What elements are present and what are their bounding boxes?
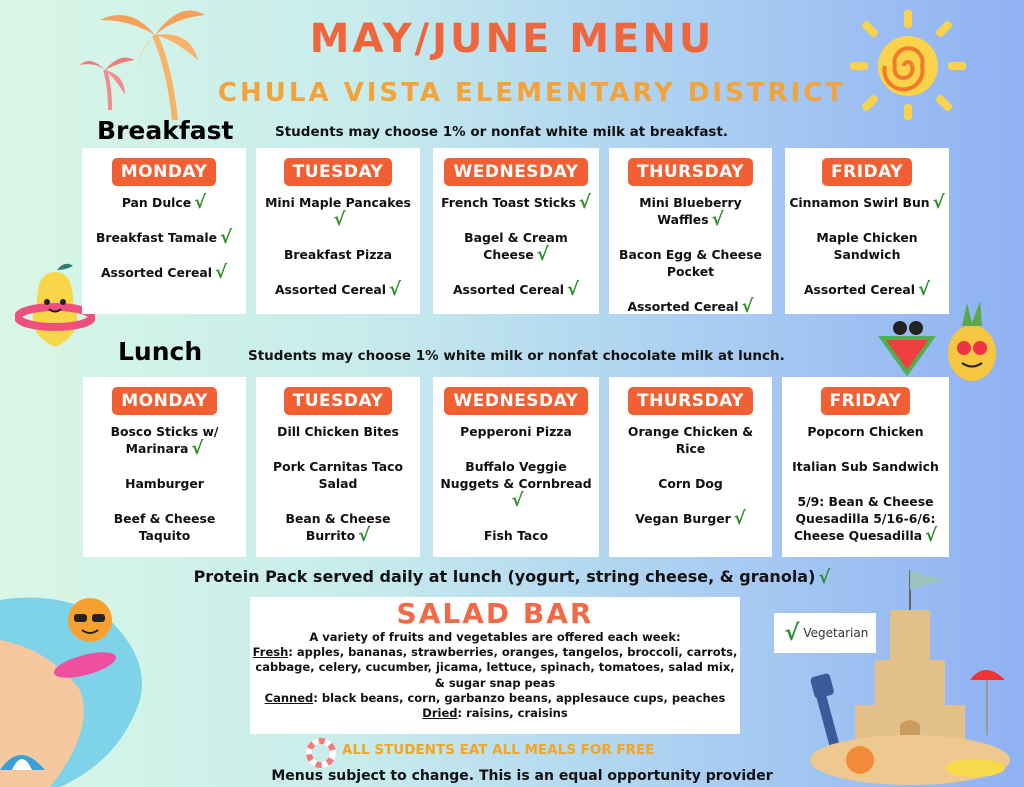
menu-item: Bean & Cheese Burrito √ xyxy=(285,511,391,546)
menu-item: Beef & Cheese Taquito xyxy=(113,511,216,543)
page-subtitle: CHULA VISTA ELEMENTARY DISTRICT xyxy=(217,78,847,108)
menu-item: Pepperoni Pizza xyxy=(460,424,572,439)
salad-bar-box xyxy=(250,597,740,734)
day-badge: FRIDAY xyxy=(822,158,912,186)
menu-item: Bagel & Cream Cheese √ xyxy=(464,230,568,265)
menu-items xyxy=(256,194,420,298)
vegetarian-check-icon: √ xyxy=(733,508,746,529)
page-title: MAY/JUNE MENU xyxy=(309,16,715,62)
life-ring-icon xyxy=(304,738,338,768)
vegetarian-legend xyxy=(774,613,876,653)
menu-items xyxy=(782,423,949,544)
vegetarian-check-icon: √ xyxy=(511,490,524,511)
menu-items xyxy=(256,423,420,544)
menu-item: Breakfast Pizza xyxy=(283,247,393,262)
day-badge: TUESDAY xyxy=(284,387,393,415)
menu-item: Orange Chicken & Rice xyxy=(627,424,754,456)
vegetarian-check-icon: √ xyxy=(711,209,724,230)
breakfast-heading: Breakfast xyxy=(97,116,234,145)
menu-item: Mini Maple Pancakes√ xyxy=(265,195,411,230)
day-badge: WEDNESDAY xyxy=(444,387,587,415)
vegetarian-check-icon: √ xyxy=(191,438,204,459)
salad-intro: A variety of fruits and vegetables are offered each week: xyxy=(309,630,681,644)
breakfast-card-wednesday xyxy=(433,148,599,314)
menu-item: Cinnamon Swirl Bun √ xyxy=(789,192,945,213)
salad-canned: Canned: black beans, corn, garbanzo beans, applesauce cups, peaches xyxy=(264,690,726,705)
salad-fresh: Fresh: apples, bananas, strawberries, oranges, tangelos, broccoli, carrots, cabbage, celery, cucumber, jicama, lettuce, spinach, tomatoes, salad mix, & sugar snap peas xyxy=(252,645,738,690)
menu-item: Corn Dog xyxy=(658,476,723,491)
vegetarian-check-icon: √ xyxy=(333,209,346,230)
menu-items xyxy=(83,423,246,544)
menu-item: Assorted Cereal √ xyxy=(627,296,754,317)
legend-label: Vegetarian xyxy=(803,626,869,640)
menu-items xyxy=(433,194,599,298)
vegetarian-check-icon: √ xyxy=(932,192,945,213)
menu-items xyxy=(433,423,599,544)
breakfast-card-tuesday xyxy=(256,148,420,314)
menu-item: Pan Dulce √ xyxy=(121,192,207,213)
menu-item: Mini Blueberry Waffles √ xyxy=(639,195,742,230)
sandcastle-icon xyxy=(800,560,1024,787)
breakfast-card-thursday xyxy=(609,148,772,317)
vegetarian-check-icon: √ xyxy=(389,279,402,300)
menu-item: French Toast Sticks √ xyxy=(441,192,591,213)
vegetarian-check-icon: √ xyxy=(567,279,580,300)
menu-item: Popcorn Chicken xyxy=(807,424,924,439)
menu-item: 5/9: Bean & Cheese Quesadilla 5/16-6/6: Cheese Quesadilla √ xyxy=(793,494,938,546)
lunch-card-friday xyxy=(782,377,949,557)
lunch-card-tuesday xyxy=(256,377,420,557)
vegetarian-check-icon: √ xyxy=(741,296,754,317)
vegetarian-check-icon: √ xyxy=(818,567,831,588)
free-meals-banner: ALL STUDENTS EAT ALL MEALS FOR FREE xyxy=(342,742,655,758)
menu-item: Buffalo Veggie Nuggets & Cornbread√ xyxy=(440,459,592,511)
menu-item: Italian Sub Sandwich xyxy=(792,459,939,474)
day-badge: FRIDAY xyxy=(821,387,911,415)
menu-items xyxy=(609,423,772,527)
menu-items xyxy=(82,194,246,281)
menu-items xyxy=(609,194,772,315)
menu-items xyxy=(785,194,949,298)
vegetarian-check-icon: √ xyxy=(536,244,549,265)
menu-item: Assorted Cereal √ xyxy=(452,279,580,300)
footer-note: Menus subject to change. This is an equal opportunity provider xyxy=(271,768,773,784)
menu-item: Hamburger xyxy=(125,476,204,491)
menu-item: Maple Chicken Sandwich xyxy=(816,230,918,262)
vegetarian-check-icon: √ xyxy=(925,525,938,546)
menu-item: Pork Carnitas Taco Salad xyxy=(273,459,403,491)
menu-item: Assorted Cereal √ xyxy=(274,279,402,300)
menu-item: Bacon Egg & Cheese Pocket xyxy=(619,247,762,279)
day-badge: MONDAY xyxy=(112,158,217,186)
breakfast-card-monday xyxy=(82,148,246,314)
vegetarian-check-icon: √ xyxy=(784,620,800,646)
menu-item: Vegan Burger √ xyxy=(635,508,746,529)
menu-item: Fish Taco xyxy=(483,528,549,543)
day-badge: THURSDAY xyxy=(628,158,753,186)
vegetarian-check-icon: √ xyxy=(918,279,931,300)
menu-item: Assorted Cereal √ xyxy=(803,279,931,300)
lunch-heading: Lunch xyxy=(118,337,203,366)
lunch-card-thursday xyxy=(609,377,772,557)
salad-dried: Dried: raisins, craisins xyxy=(422,706,568,721)
breakfast-card-friday xyxy=(785,148,949,314)
day-badge: MONDAY xyxy=(112,387,217,415)
day-badge: WEDNESDAY xyxy=(444,158,587,186)
menu-item: Dill Chicken Bites xyxy=(277,424,399,439)
day-badge: TUESDAY xyxy=(284,158,393,186)
protein-pack-note: Protein Pack served daily at lunch (yogurt, string cheese, & granola) √ xyxy=(193,567,831,588)
salad-bar-details xyxy=(250,630,740,721)
lunch-card-monday xyxy=(83,377,246,557)
vegetarian-check-icon: √ xyxy=(578,192,591,213)
vegetarian-check-icon: √ xyxy=(194,192,207,213)
menu-item: Assorted Cereal √ xyxy=(100,262,228,283)
lunch-milk-note: Students may choose 1% white milk or nonfat chocolate milk at lunch. xyxy=(248,348,785,364)
vegetarian-check-icon: √ xyxy=(358,525,371,546)
breakfast-milk-note: Students may choose 1% or nonfat white milk at breakfast. xyxy=(275,124,729,140)
menu-item: Bosco Sticks w/ Marinara √ xyxy=(110,424,219,459)
menu-item: Breakfast Tamale √ xyxy=(95,227,233,248)
day-badge: THURSDAY xyxy=(628,387,753,415)
vegetarian-check-icon: √ xyxy=(220,227,233,248)
lunch-card-wednesday xyxy=(433,377,599,557)
salad-bar-title: SALAD BAR xyxy=(396,597,594,630)
vegetarian-check-icon: √ xyxy=(215,262,228,283)
